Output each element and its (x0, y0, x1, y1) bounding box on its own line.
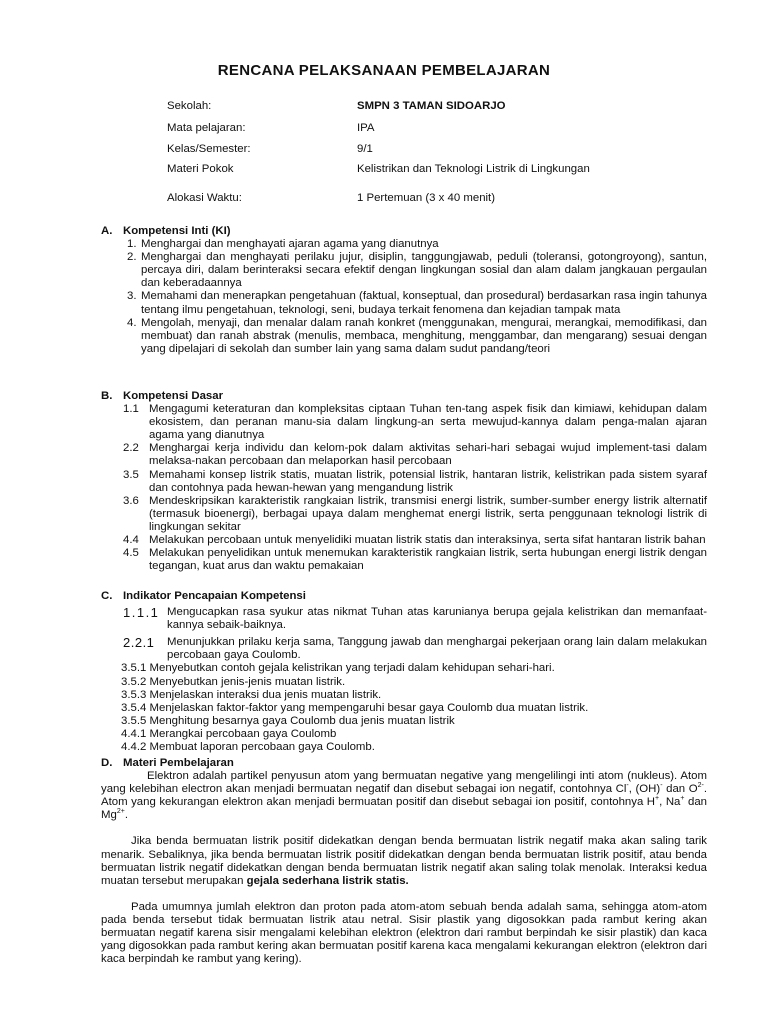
text-run: . Atom yang kekurangan elektron akan menjadi bermuatan positif dan disebut sebagai ion positif, contohnya H (101, 783, 707, 809)
section-letter: D. (101, 757, 113, 769)
item-number: 4.4 (123, 534, 139, 547)
indicator-line: 3.5.3 Menjelaskan interaksi dua jenis muatan listrik. (121, 688, 382, 701)
item-text: Memahami konsep listrik statis, muatan listrik, potensial listrik, hantaran listrik, kelistrikan pada sistem syaraf dan contohnya pada hewan-hewan yang mengandung listrik (149, 468, 707, 494)
item-text: Melakukan percobaan untuk menyelidiki muatan listrik statis dan interaksinya, serta sifat hantaran listrik bahan (149, 534, 706, 547)
item-text: Menunjukkan prilaku kerja sama, Tanggung jawab dan menghargai pekerjaan orang lain dalam melakukan percobaan gaya Coulomb. (167, 636, 707, 662)
section-heading (101, 390, 707, 403)
section-materi (101, 757, 707, 966)
identity-label: Materi Pokok (167, 163, 234, 175)
item-text: Menghargai dan menghayati ajaran agama yang dianutnya (141, 238, 439, 251)
item-number: 3.5 (123, 468, 139, 481)
identity-value: 9/1 (357, 143, 373, 155)
indicator-line: 4.4.1 Merangkai percobaan gaya Coulomb (121, 727, 337, 740)
item-number: 3. (127, 290, 137, 303)
identity-label: Sekolah: (167, 100, 212, 112)
indicator-line: 3.5.4 Menjelaskan faktor-faktor yang mempengaruhi besar gaya Coulomb dua muatan listrik. (121, 701, 589, 714)
item-number: 2.2 (123, 442, 139, 455)
paragraph (101, 770, 707, 822)
list-item (101, 636, 707, 662)
paragraph (101, 835, 707, 887)
item-text: Mendeskripsikan karakteristik rangkaian listrik, transmisi energi listrik, sumber-sumber energy listrik alternatif (termasuk bioenergi), berbagai upaya dalam menghemat energi listrik, serta penggunaan teknologi listrik di lingkungan sekitar (149, 494, 707, 533)
item-text: Menghargai kerja individu dan kelom-pok dalam aktivitas sehari-hari sebagai wujud implement-tasi dalam melaksa-nakan percobaan dan melaporkan hasil percobaan (149, 442, 707, 468)
identity-value: SMPN 3 TAMAN SIDOARJO (357, 100, 506, 112)
text-run: Jika benda bermuatan listrik positif didekatkan dengan benda bermuatan listrik negatif maka akan saling tarik menarik. Sebaliknya, jika benda bermuatan listrik positif didekatkan dengan benda bermuatan listrik positif, atau benda bermuatan listrik negatif didekatkan dengan benda bermuatan listrik negatif akan saling tolak menolak. Interaksi kedua muatan tersebut merupakan (101, 835, 707, 887)
list-item (101, 534, 707, 547)
section-letter: B. (101, 390, 113, 402)
list-item (101, 606, 707, 632)
text-run: . (124, 809, 128, 822)
identity-value: 1 Pertemuan (3 x 40 menit) (357, 192, 496, 204)
text-run: , Na (659, 796, 681, 809)
item-number: 2. (127, 251, 137, 264)
list-item (101, 547, 707, 573)
item-text: Mengucapkan rasa syukur atas nikmat Tuhan atas karunianya berupa gejala kelistrikan dan memanfaat-kannya sebaik-baiknya. (167, 606, 707, 632)
superscript: - (626, 782, 629, 790)
identity-value: Kelistrikan dan Teknologi Listrik di Lingkungan (357, 163, 590, 175)
section-indikator (101, 590, 707, 754)
indicator-line: 3.5.2 Menyebutkan jenis-jenis muatan listrik. (121, 675, 346, 688)
superscript: 2+ (116, 808, 125, 816)
text-run: dan O (662, 783, 698, 796)
text-run: , (OH) (628, 783, 661, 796)
list-item (101, 469, 707, 495)
identity-label: Kelas/Semester: (167, 143, 251, 155)
identity-value: IPA (357, 122, 375, 134)
list-item (101, 442, 707, 468)
list-item (101, 290, 707, 316)
superscript: - (660, 782, 663, 790)
indicator-line: 4.4.2 Membuat laporan percobaan gaya Coulomb. (121, 741, 375, 754)
identity-label: Alokasi Waktu: (167, 192, 242, 204)
section-title: Materi Pembelajaran (123, 757, 234, 769)
item-text: Menghargai dan menghayati perilaku jujur, disiplin, tanggungjawab, peduli (toleransi, gotongroyong), santun, percaya diri, dalam berinteraksi secara efektif dengan lingkungan sosial dan alam dalam jangkauan pergaulan dan keberadaannya (141, 251, 707, 290)
text-run: dan Mg (101, 796, 707, 822)
item-number: 3.6 (123, 494, 139, 507)
section-heading (101, 590, 707, 603)
paragraph: Pada umumnya jumlah elektron dan proton pada atom-atom sebuah benda adalah sama, sehingga atom-atom pada benda tersebut tidak bermuatan listrik atau netral. Sisir plastik yang digosokkan pada rambut kering akan bermuatan negatif karena sisir mengalami kelebihan elektron (elektron dari rambut berpindah ke sisir plastik) dan kaca yang digosokkan pada rambut kering akan bermuatan positif karena kaca mengalami kekurangan elektron (elektron dari kaca berpindah ke rambut yang kering). (101, 900, 707, 966)
section-letter: A. (101, 225, 113, 237)
section-kompetensi-inti (101, 225, 707, 356)
superscript: 2- (697, 782, 704, 790)
item-number: 4. (127, 316, 137, 329)
item-text: Mengolah, menyaji, dan menalar dalam ranah konkret (menggunakan, mengurai, merangkai, memodifikasi, dan membuat) dan ranah abstrak (menulis, membaca, menghitung, menggambar, dan mengarang) sesuai dengan yang dipelajari di sekolah dan sumber lain yang sama dalam sudut pandang/teori (141, 316, 707, 355)
item-text: Melakukan penyelidikan untuk menemukan karakteristik rangkaian listrik, serta hubungan energi listrik dengan tegangan, kuat arus dan waktu pemakaian (149, 547, 707, 573)
section-title: Kompetensi Inti (KI) (123, 225, 231, 237)
item-number: 1. (127, 238, 137, 251)
item-number: 1.1.1 (123, 605, 160, 621)
list-item (101, 317, 707, 356)
indicator-list (121, 662, 707, 754)
list-item (101, 403, 707, 442)
section-kompetensi-dasar (101, 390, 707, 573)
list-item (101, 251, 707, 290)
section-heading (101, 757, 707, 770)
item-number: 2.2.1 (123, 635, 155, 651)
item-number: 4.5 (123, 547, 139, 560)
item-number: 1.1 (123, 403, 139, 416)
list-item (101, 495, 707, 534)
section-heading (101, 225, 707, 238)
section-letter: C. (101, 590, 113, 602)
text-run: Elektron adalah partikel penyusun atom yang bermuatan negative yang mengelilingi inti atom (nukleus). Atom yang kelebihan electron akan menjadi bermuatan negatif dan disebut sebagai ion negatif, contohnya Cl (101, 770, 707, 796)
section-title: Kompetensi Dasar (123, 390, 224, 402)
page-title: RENCANA PELAKSANAAN PEMBELAJARAN (217, 62, 551, 79)
superscript: + (655, 795, 660, 803)
section-title: Indikator Pencapaian Kompetensi (123, 590, 306, 602)
list-item (101, 238, 707, 251)
item-text: Mengagumi keteraturan dan kompleksitas ciptaan Tuhan ten-tang aspek fisik dan kimiawi, kehidupan dalam ekosistem, dan peranan manu-sia dalam lingkung-an serta mewujud-kannya dalam penga-malan ajaran agama yang dianutnya (149, 403, 707, 442)
indicator-line: 3.5.1 Menyebutkan contoh gejala kelistrikan yang terjadi dalam kehidupan sehari-hari. (121, 662, 555, 675)
bold-text: gejala sederhana listrik statis. (246, 874, 409, 887)
superscript: + (680, 795, 685, 803)
indicator-line: 3.5.5 Menghitung besarnya gaya Coulomb dua jenis muatan listrik (121, 714, 455, 727)
item-text: Memahami dan menerapkan pengetahuan (faktual, konseptual, dan prosedural) berdasarkan rasa ingin tahunya tentang ilmu pengetahuan, teknologi, seni, budaya terkait fenomena dan kejadian tampak mata (141, 290, 707, 316)
identity-label: Mata pelajaran: (167, 122, 246, 134)
